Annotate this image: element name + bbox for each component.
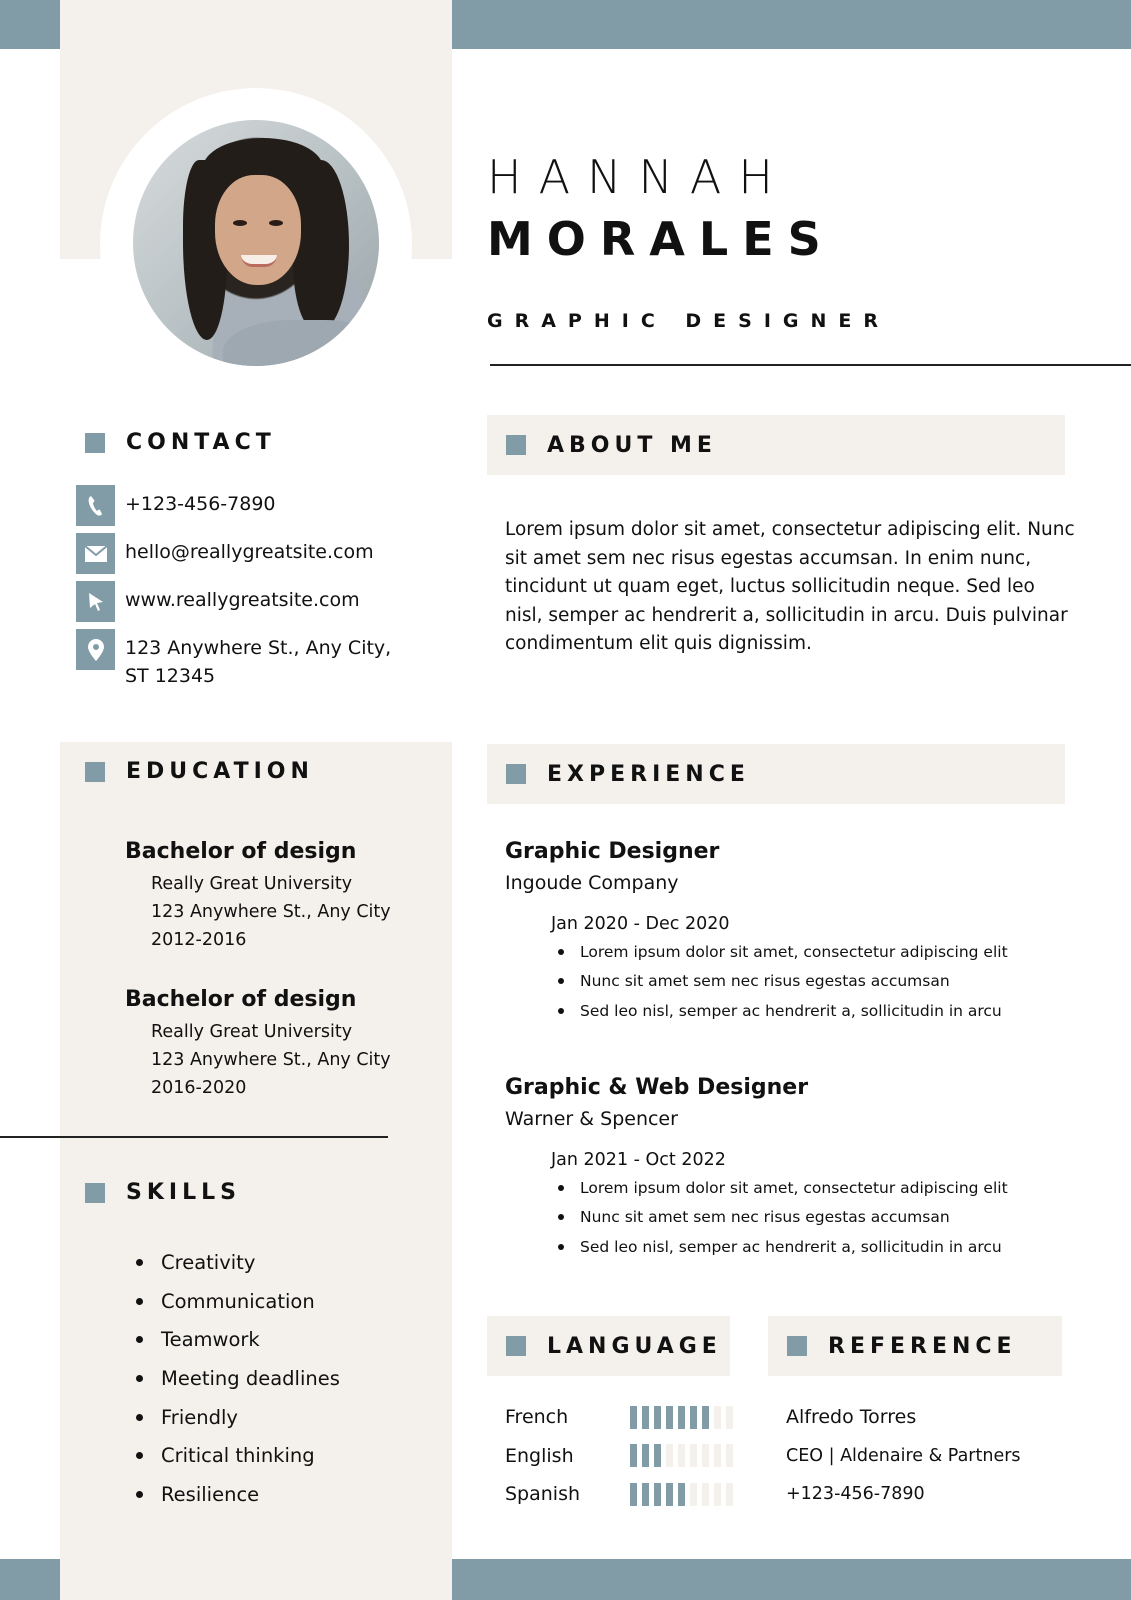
proficiency-bar — [714, 1444, 721, 1467]
experience-title: EXPERIENCE — [547, 761, 750, 787]
job-entry — [505, 839, 1065, 1026]
bottom-left-band — [0, 1559, 60, 1600]
section-marker-icon — [506, 1336, 526, 1356]
phone-icon — [76, 485, 115, 526]
reference-phone: +123-456-7890 — [786, 1484, 925, 1505]
section-divider — [0, 1136, 388, 1138]
proficiency-bar — [726, 1406, 733, 1429]
language-list — [505, 1398, 733, 1514]
profile-photo — [133, 120, 379, 366]
job-title: GRAPHIC DESIGNER — [487, 310, 890, 332]
proficiency-bars — [630, 1406, 733, 1429]
list-item: Sed leo nisl, semper ac hendrerit a, sollicitudin in arcu — [558, 1232, 1065, 1262]
language-heading — [487, 1316, 730, 1376]
reference-name: Alfredo Torres — [786, 1406, 917, 1429]
education-entry — [125, 987, 445, 1102]
proficiency-bar — [726, 1483, 733, 1506]
job-role: Graphic & Web Designer — [505, 1075, 809, 1100]
proficiency-bar — [654, 1483, 661, 1506]
job-dates: Jan 2020 - Dec 2020 — [551, 914, 730, 934]
language-name: English — [505, 1444, 574, 1467]
contact-address — [76, 629, 415, 687]
job-dates: Jan 2021 - Oct 2022 — [551, 1150, 726, 1170]
section-marker-icon — [85, 1183, 105, 1203]
school-address: 123 Anywhere St., Any City — [151, 1050, 391, 1070]
about-text: Lorem ipsum dolor sit amet, consectetur adipiscing elit. Nunc sit amet sem nec risus egestas accumsan. In enim nunc, tincidunt ut quam eget, luctus sollicitudin neque. Sed leo nisl, semper ac hendrerit a, sollicitudin in arcu. Duis pulvinar condimentum elit quis dignissim. — [505, 519, 1075, 654]
list-item: Lorem ipsum dolor sit amet, consectetur adipiscing elit — [558, 937, 1065, 967]
reference-block — [786, 1398, 1021, 1514]
list-item: Teamwork — [136, 1320, 340, 1359]
proficiency-bars — [630, 1483, 733, 1506]
list-item: Critical thinking — [136, 1436, 340, 1475]
proficiency-bar — [666, 1406, 673, 1429]
list-item: Nunc sit amet sem nec risus egestas accumsan — [558, 1203, 1065, 1233]
proficiency-bar — [690, 1406, 697, 1429]
language-row — [505, 1437, 733, 1476]
list-item: Resilience — [136, 1475, 340, 1514]
job-role: Graphic Designer — [505, 839, 720, 864]
contact-title: CONTACT — [126, 430, 276, 455]
list-item: Communication — [136, 1282, 340, 1321]
language-name: Spanish — [505, 1483, 581, 1506]
language-name: French — [505, 1406, 569, 1429]
list-item: Meeting deadlines — [136, 1359, 340, 1398]
about-title: ABOUT ME — [547, 432, 717, 458]
language-title: LANGUAGE — [547, 1333, 722, 1359]
proficiency-bars — [630, 1444, 733, 1467]
years: 2012-2016 — [151, 930, 247, 950]
skills-heading — [85, 1180, 241, 1205]
first-name: HANNAH — [487, 150, 790, 204]
reference-position: CEO | Aldenaire & Partners — [786, 1445, 1021, 1466]
list-item: Sed leo nisl, semper ac hendrerit a, sollicitudin in arcu — [558, 996, 1065, 1026]
years: 2016-2020 — [151, 1078, 247, 1098]
proficiency-bar — [654, 1444, 661, 1467]
contact-heading — [85, 430, 276, 455]
proficiency-bar — [714, 1406, 721, 1429]
section-marker-icon — [506, 764, 526, 784]
contact-email — [76, 533, 415, 581]
degree: Bachelor of design — [125, 839, 357, 864]
contact-website — [76, 581, 415, 629]
proficiency-bar — [642, 1483, 649, 1506]
proficiency-bar — [630, 1406, 637, 1429]
degree: Bachelor of design — [125, 987, 357, 1012]
reference-title: REFERENCE — [828, 1333, 1017, 1359]
phone-text: +123-456-7890 — [125, 493, 276, 515]
section-marker-icon — [85, 762, 105, 782]
education-entry — [125, 839, 445, 954]
proficiency-bar — [630, 1483, 637, 1506]
header-divider — [490, 364, 1131, 366]
bottom-right-band — [452, 1559, 1131, 1600]
proficiency-bar — [690, 1444, 697, 1467]
contact-list — [76, 485, 415, 687]
job-company: Ingoude Company — [505, 872, 679, 894]
job-entry — [505, 1075, 1065, 1262]
email-text[interactable]: hello@reallygreatsite.com — [125, 541, 374, 563]
skills-list — [136, 1243, 340, 1514]
job-company: Warner & Spencer — [505, 1108, 678, 1130]
proficiency-bar — [702, 1406, 709, 1429]
proficiency-bar — [630, 1444, 637, 1467]
cursor-icon — [76, 581, 115, 622]
list-item: Nunc sit amet sem nec risus egestas accumsan — [558, 967, 1065, 997]
top-right-band — [452, 0, 1131, 49]
address-text: 123 Anywhere St., Any City, ST 12345 — [125, 637, 392, 687]
proficiency-bar — [678, 1444, 685, 1467]
school: Really Great University — [151, 1022, 353, 1042]
reference-heading — [768, 1316, 1062, 1376]
list-item: Friendly — [136, 1398, 340, 1437]
proficiency-bar — [678, 1406, 685, 1429]
experience-heading — [487, 744, 1065, 804]
proficiency-bar — [642, 1406, 649, 1429]
list-item: Lorem ipsum dolor sit amet, consectetur adipiscing elit — [558, 1173, 1065, 1203]
location-pin-icon — [76, 629, 115, 670]
language-row — [505, 1398, 733, 1437]
school-address: 123 Anywhere St., Any City — [151, 902, 391, 922]
education-title: EDUCATION — [126, 759, 314, 784]
proficiency-bar — [690, 1483, 697, 1506]
proficiency-bar — [726, 1444, 733, 1467]
education-heading — [85, 759, 314, 784]
proficiency-bar — [666, 1483, 673, 1506]
proficiency-bar — [666, 1444, 673, 1467]
section-marker-icon — [787, 1336, 807, 1356]
section-marker-icon — [506, 435, 526, 455]
school: Really Great University — [151, 874, 353, 894]
contact-phone — [76, 485, 415, 533]
mail-icon — [76, 533, 115, 574]
proficiency-bar — [702, 1444, 709, 1467]
language-row — [505, 1475, 733, 1514]
website-text[interactable]: www.reallygreatsite.com — [125, 589, 360, 611]
proficiency-bar — [714, 1483, 721, 1506]
top-left-band — [0, 0, 60, 49]
skills-title: SKILLS — [126, 1180, 241, 1205]
list-item: Creativity — [136, 1243, 340, 1282]
proficiency-bar — [702, 1483, 709, 1506]
proficiency-bar — [642, 1444, 649, 1467]
proficiency-bar — [678, 1483, 685, 1506]
about-heading — [487, 415, 1065, 475]
job-bullets — [558, 937, 1065, 1026]
proficiency-bar — [654, 1406, 661, 1429]
section-marker-icon — [85, 433, 105, 453]
last-name: MORALES — [487, 212, 835, 266]
job-bullets — [558, 1173, 1065, 1262]
